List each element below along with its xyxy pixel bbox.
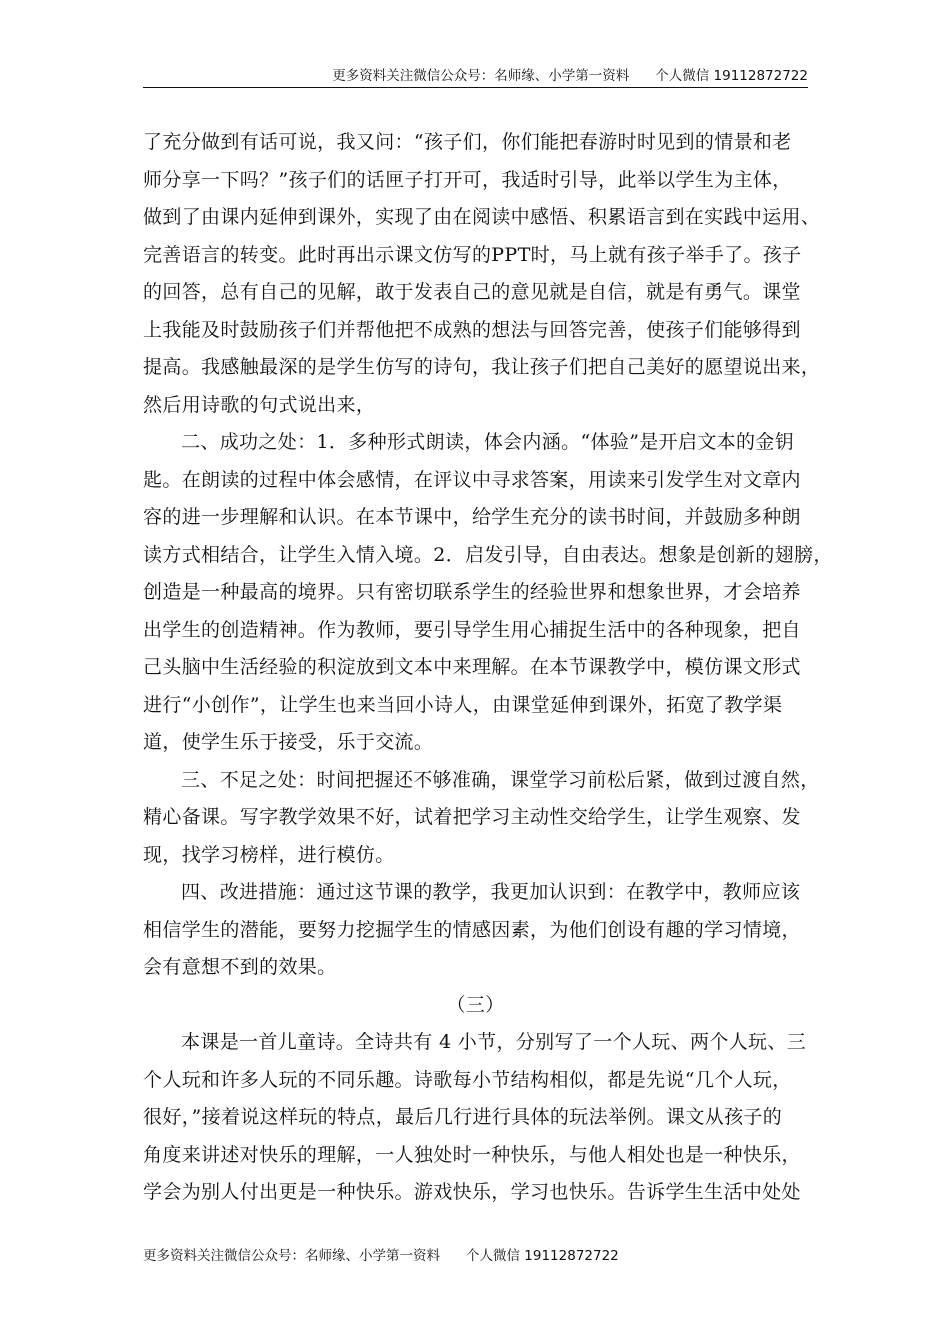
page-footer [143,1246,619,1266]
header-wechat: 个人微信 19112872722 [655,68,808,84]
text-line: 读方式相结合，让学生入情入境。2．启发引导，自由表达。想象是创新的翅膀， [143,543,833,566]
document-body [143,124,833,1212]
text-line: 道，使学生乐于接受，乐于交流。 [143,731,434,753]
text-line: 很好，”接着说这样玩的特点，最后几行进行具体的玩法举例。课文从孩子的 [143,1106,783,1128]
paragraph-start-line: 二、成功之处：1．多种形式朗读，体会内涵。“体验”是开启文本的金钥 [181,431,795,453]
text-line: 己头脑中生活经验的积淀放到文本中来理解。在本节课教学中，模仿课文形式 [143,656,801,678]
paragraph-start-line: 三、不足之处：时间把握还不够准确，课堂学习前松后紧，做到过渡自然， [181,768,820,791]
text-line: 然后用诗歌的句式说出来， [143,393,376,416]
section-heading: （三） [446,993,505,1016]
paragraph-start-line: 四、改进措施：通过这节课的教学，我更加认识到：在教学中，教师应该 [181,881,801,903]
text-line: 出学生的创造精神。作为教师，要引导学生用心捕捉生活中的各种现象，把自 [143,618,801,641]
text-line: 角度来讲述对快乐的理解，一人独处时一种快乐，与他人相处也是一种快乐， [143,1143,801,1166]
text-line: 匙。在朗读的过程中体会感情，在评议中寻求答案，用读来引发学生对文章内 [143,468,801,491]
header-divider [143,87,808,88]
paragraph-start-line: 本课是一首儿童诗。全诗共有 4 小节，分别写了一个人玩、两个人玩、三 [181,1031,807,1053]
text-line: 上我能及时鼓励孩子们并帮他把不成熟的想法与回答完善，使孩子们能够得到 [143,318,801,341]
text-line: 进行“小创作”，让学生也来当回小诗人，由课堂延伸到课外，拓宽了教学渠 [143,693,783,716]
text-line: 的回答，总有自己的见解，敢于发表自己的意见就是自信，就是有勇气。课堂 [143,281,801,303]
text-line: 做到了由课内延伸到课外，实现了由在阅读中感悟、积累语言到在实践中运用、 [143,206,821,228]
text-line: 现，找学习榜样，进行模仿。 [143,843,395,866]
text-line: 完善语言的转变。此时再出示课文仿写的PPT时，马上就有孩子举手了。孩子 [143,243,802,266]
text-line: 相信学生的潜能，要努力挖掘学生的情感因素，为他们创设有趣的学习情境， [143,918,801,941]
header-notice: 更多资料关注微信公众号：名师缘、小学第一资料 [332,68,630,84]
footer-wechat: 个人微信 19112872722 [466,1248,619,1264]
text-line: 师分享一下吗？”孩子们的话匣子打开可，我适时引导，此举以学生为主体， [143,168,792,191]
text-line: 创造是一种最高的境界。只有密切联系学生的经验世界和想象世界，才会培养 [143,581,801,603]
text-line: 会有意想不到的效果。 [143,956,337,978]
text-line: 学会为别人付出更是一种快乐。游戏快乐，学习也快乐。告诉学生生活中处处 [143,1181,801,1203]
text-line: 容的进一步理解和认识。在本节课中，给学生充分的读书时间，并鼓励多种朗 [143,506,801,528]
text-line: 了充分做到有话可说，我又问：“孩子们，你们能把春游时时见到的情景和老 [143,131,792,153]
page-header [143,66,808,86]
text-line: 精心备课。写字教学效果不好，试着把学习主动性交给学生，让学生观察、发 [143,806,801,828]
text-line: 个人玩和许多人玩的不同乐趣。诗歌每小节结构相似，都是先说“几个人玩， [143,1068,792,1091]
footer-notice: 更多资料关注微信公众号：名师缘、小学第一资料 [143,1248,440,1264]
text-line: 提高。我感触最深的是学生仿写的诗句，我让孩子们把自己美好的愿望说出来， [143,356,821,378]
